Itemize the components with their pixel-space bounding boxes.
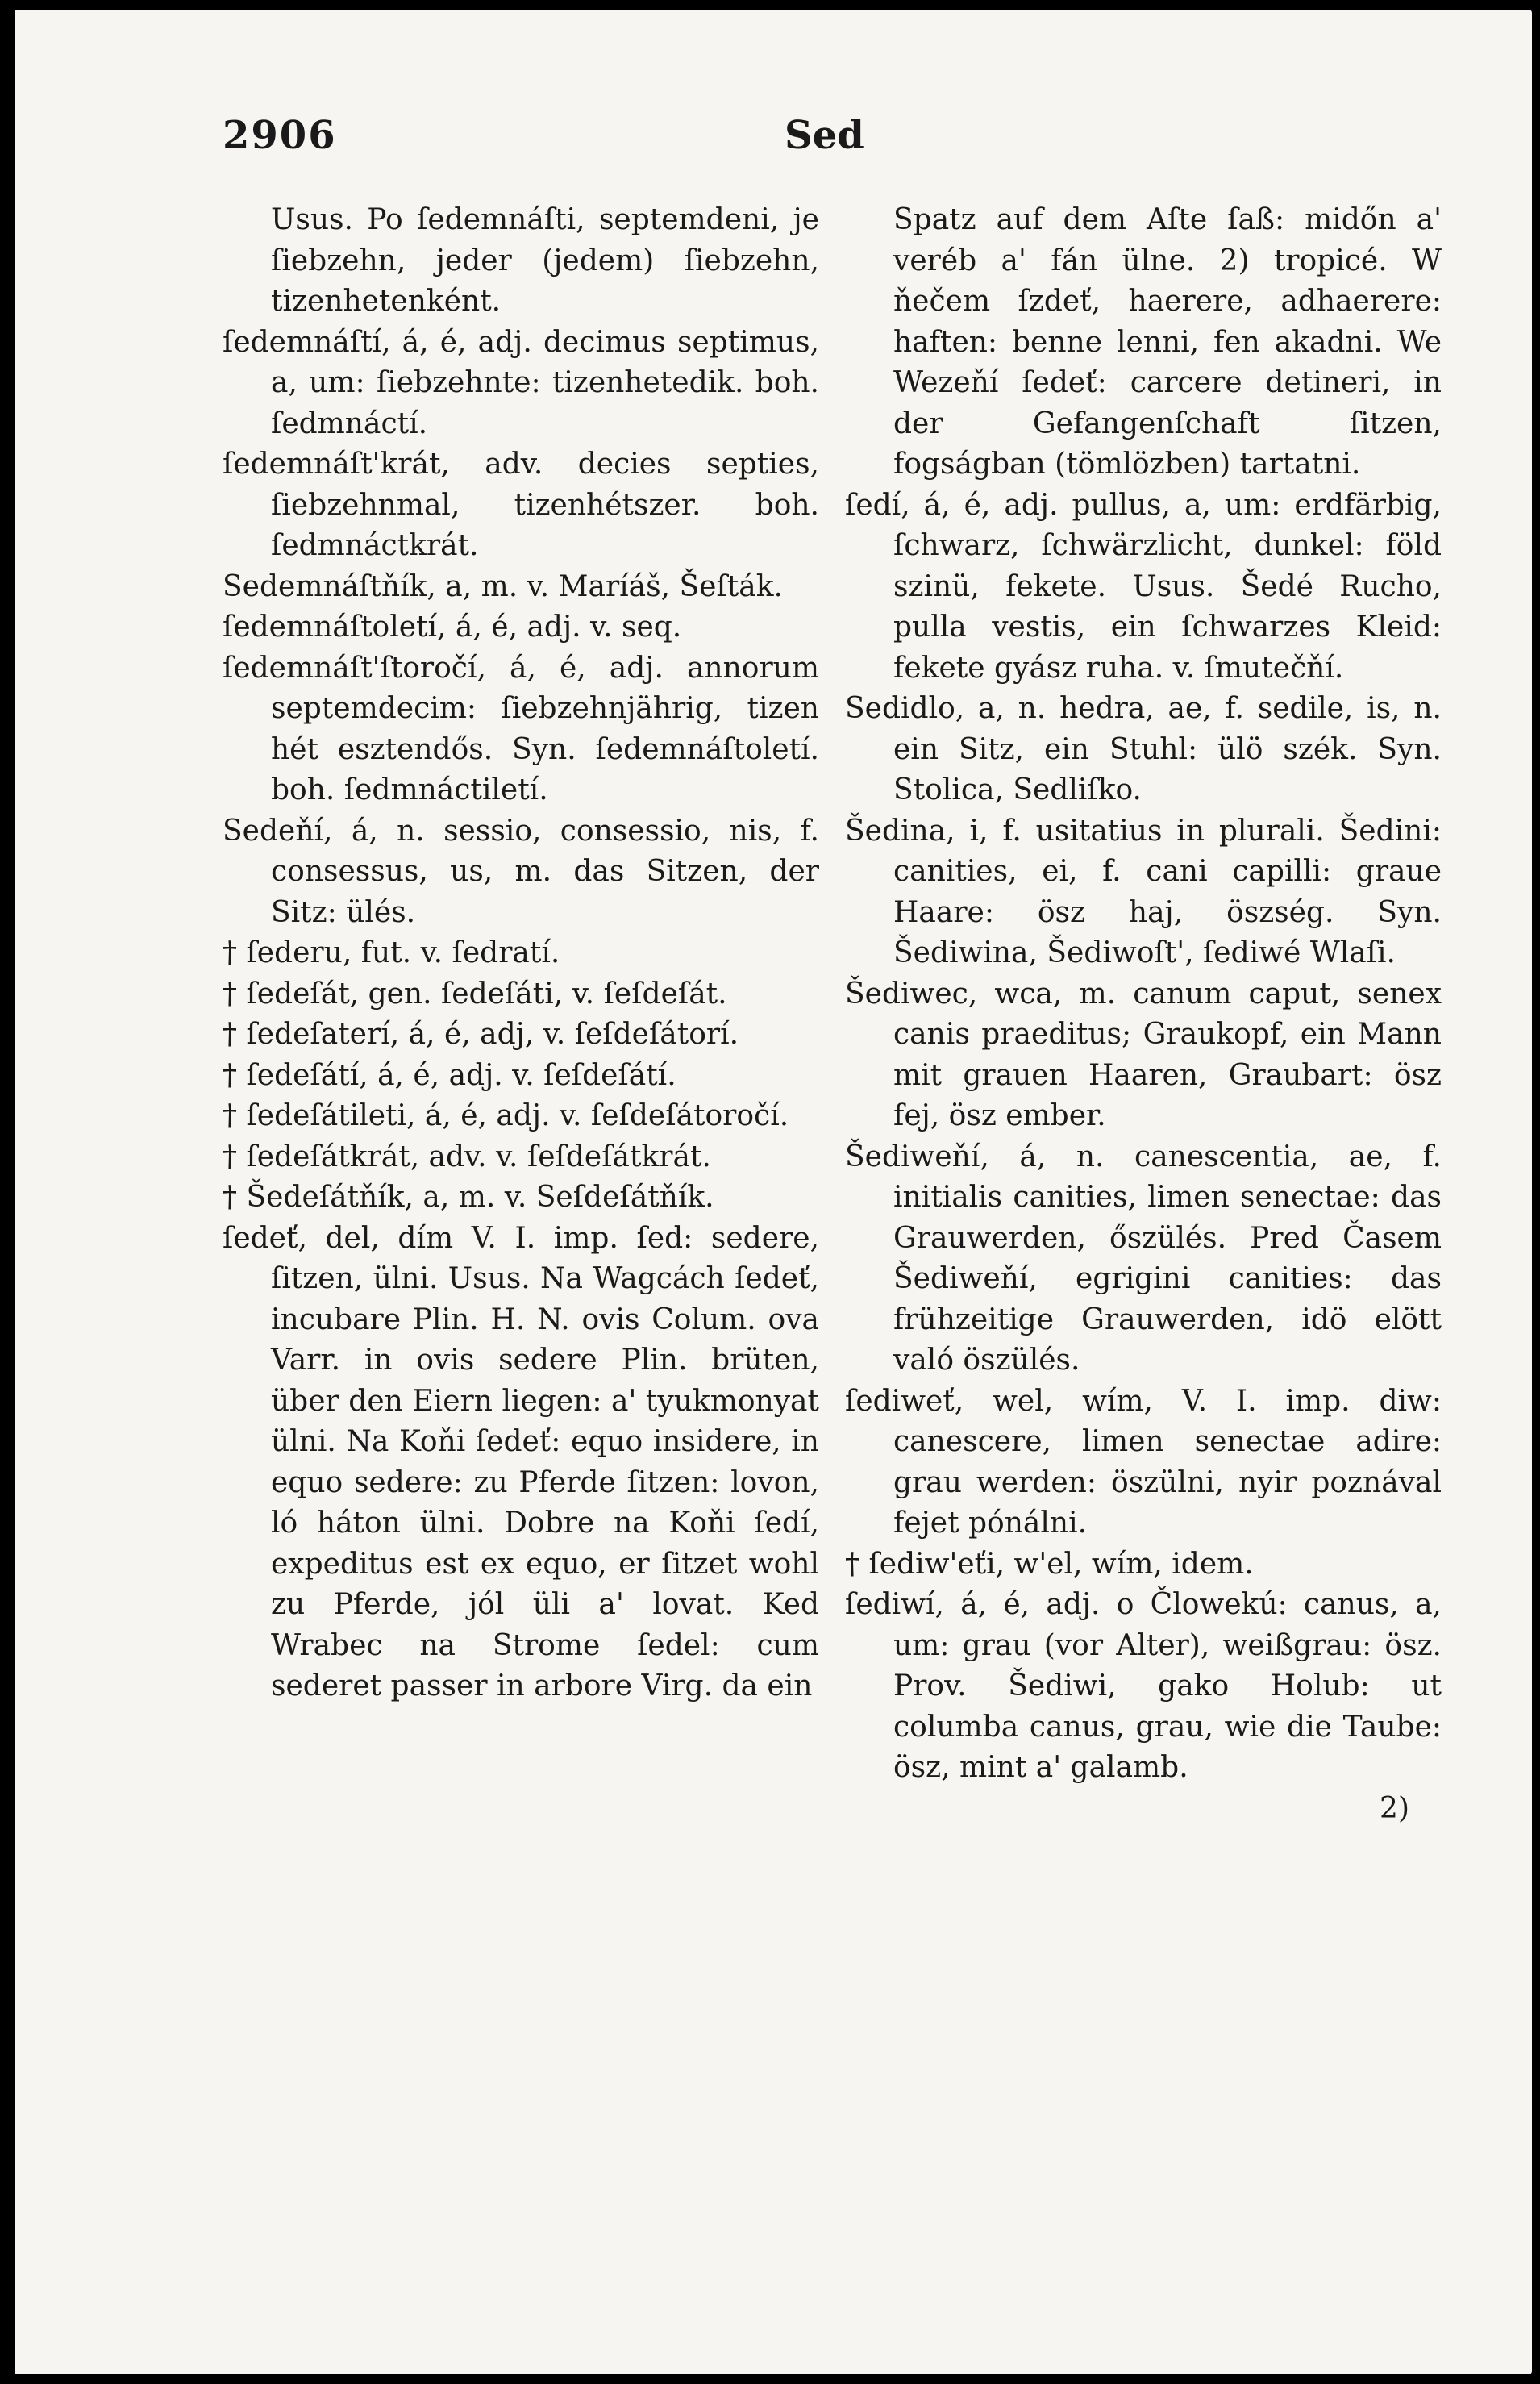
dictionary-entry: † ſederu, fut. v. ſedratí. — [223, 936, 560, 969]
dictionary-entry: Spatz auf dem Aſte ſaß: midőn a' veréb a' fán ülne. 2) tropicé. W ňečem ſzdeť, haerere, adhaerere: haften: benne lenni, fen akadni. We Wezeňí ſedeť: carcere detineri, in der Gefangenſchaft ſitzen, fogságban (tömlözben) tartatni. — [893, 203, 1442, 481]
dictionary-entry: Šedina, i, f. usitatius in plurali. Šedini: canities, ei, f. cani capilli: graue Haare: ösz haj, öszség. Syn. Šediwina, Šediwoſt', ſediwé Wlaſi. — [845, 814, 1442, 969]
dictionary-entry: ſedemnáſt'ſtoročí, á, é, adj. annorum septemdecim: ſiebzehnjährig, tizen hét esztendős. Syn. ſedemnáſtoletí. boh. ſedmnáctiletí. — [223, 651, 819, 806]
dictionary-entry: Usus. Po ſedemnáſti, septemdeni, je ſiebzehn, jeder (jedem) ſiebzehn, tizenhetenként. — [271, 203, 819, 318]
left-column — [223, 200, 819, 1707]
dictionary-entry: Sedidlo, a, n. hedra, ae, f. sedile, is, n. ein Sitz, ein Stuhl: ülö szék. Syn. Stolica, Sedliſko. — [845, 692, 1442, 806]
dictionary-entry: † ſedeſátileti, á, é, adj. v. ſeſdeſátoročí. — [223, 1099, 789, 1132]
dictionary-entry: ſediweť, wel, wím, V. I. imp. diw: canescere, limen senectae adire: grau werden: öszülni, nyir poznával fejet pónálni. — [845, 1384, 1442, 1540]
page-header — [15, 113, 1532, 177]
dictionary-entry: ſedemnáſtoletí, á, é, adj. v. seq. — [223, 611, 682, 644]
catchword: 2) — [1380, 1791, 1409, 1825]
dictionary-entry: † ſedeſát, gen. ſedeſáti, v. ſeſdeſát. — [223, 977, 727, 1011]
running-head: Sed — [785, 113, 864, 158]
dictionary-entry: ſedemnáſtí, á, é, adj. decimus septimus, a, um: ſiebzehnte: tizenhetedik. boh. ſedmnáctí. — [223, 325, 819, 440]
dictionary-entry: ſedeť, del, dím V. I. imp. ſed: sedere, ſitzen, ülni. Usus. Na Wagcách ſedeť, incubare Plin. H. N. ovis Colum. ova Varr. in ovis sedere Plin. brüten, über den Eiern liegen: a' tyukmonyat ülni. Na Koňi ſedeť: equo insidere, in equo sedere: zu Pferde ſitzen: lovon, ló háton ülni. Dobre na Koňi ſedí, expeditus est ex equo, er ſitzet wohl zu Pferde, jól üli a' lovat. Ked Wrabec na Strome ſedel: cum sederet passer in arbore Virg. da ein — [223, 1221, 819, 1703]
page-number: 2906 — [223, 113, 337, 158]
dictionary-entry: † ſedeſátkrát, adv. v. ſeſdeſátkrát. — [223, 1140, 711, 1173]
right-column — [845, 200, 1442, 1829]
dictionary-entry: † ſedeſátí, á, é, adj. v. ſeſdeſátí. — [223, 1058, 676, 1092]
dictionary-entry: Sedemnáſtňík, a, m. v. Maríáš, Šeſták. — [223, 569, 783, 603]
dictionary-entry: † ſediw'eťi, w'el, wím, idem. — [845, 1547, 1254, 1581]
dictionary-entry: ſedemnáſt'krát, adv. decies septies, ſiebzehnmal, tizenhétszer. boh. ſedmnáctkrát. — [223, 448, 819, 562]
dictionary-entry: Šediweňí, á, n. canescentia, ae, f. initialis canities, limen senectae: das Grauwerden, őszülés. Pred Časem Šediweňí, egrigini canities: das frühzeitige Grauwerden, idö elött való öszülés. — [845, 1140, 1442, 1377]
dictionary-entry: Sedeňí, á, n. sessio, consessio, nis, f. consessus, us, m. das Sitzen, der Sitz: ülés. — [223, 814, 819, 929]
dictionary-entry: ſedí, á, é, adj. pullus, a, um: erdfärbig, ſchwarz, ſchwärzlicht, dunkel: föld szinü, fekete. Usus. Šedé Rucho, pulla vestis, ein ſchwarzes Kleid: fekete gyász ruha. v. ſmutečňí. — [845, 488, 1442, 685]
dictionary-page — [15, 10, 1532, 2374]
dictionary-entry: † Šedeſátňík, a, m. v. Seſdeſátňík. — [223, 1181, 714, 1214]
dictionary-entry: † ſedeſaterí, á, é, adj, v. ſeſdeſátorí. — [223, 1018, 739, 1051]
dictionary-entry: Šediwec, wca, m. canum caput, senex canis praeditus; Graukopf, ein Mann mit grauen Haaren, Graubart: ösz fej, ösz ember. — [845, 977, 1442, 1132]
dictionary-entry: ſediwí, á, é, adj. o Člowekú: canus, a, um: grau (vor Alter), weißgrau: ösz. Prov. Šediwi, gako Holub: ut columba canus, grau, wie die Taube: ösz, mint a' galamb. — [845, 1588, 1442, 1784]
